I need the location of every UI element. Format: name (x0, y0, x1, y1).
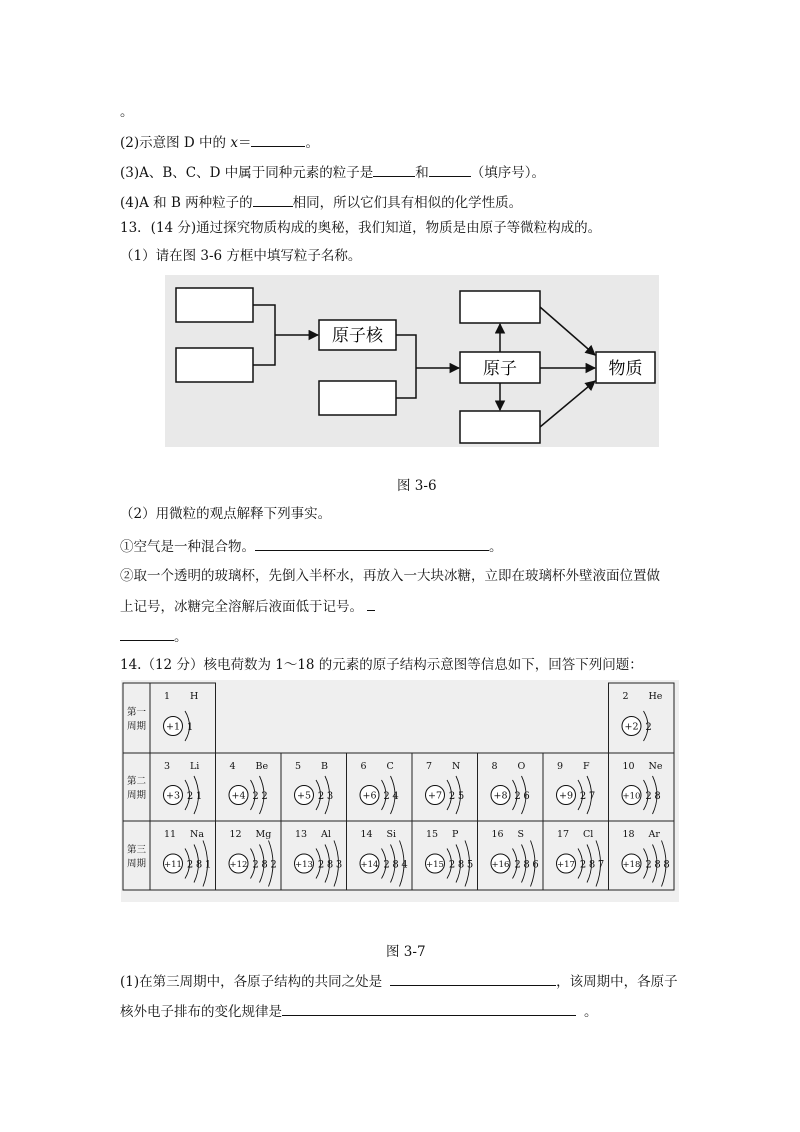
nuclear-charge: +6 (362, 790, 377, 802)
electron-count: 3 (326, 791, 334, 802)
q13-2a-answer-blank[interactable] (255, 537, 489, 551)
element-symbol: Cl (583, 829, 594, 840)
blank-box-ion[interactable] (460, 411, 540, 443)
electron-count: 8 (392, 859, 399, 871)
electron-count: 2 (252, 791, 259, 802)
electron-count: 2 (252, 859, 259, 871)
q14-1-text-2: 核外电子排布的变化规律是 (120, 1004, 282, 1020)
nuclear-charge: +12 (229, 860, 248, 870)
q13-2a-text: ①空气是一种混合物。 (120, 539, 255, 555)
nuclear-charge: +17 (557, 860, 575, 870)
figure-3-7-periodic-table (121, 680, 679, 902)
nucleus-label: 原子核 (332, 326, 383, 346)
q12-3-answer-blank-2[interactable] (429, 163, 471, 177)
electron-count: 2 (186, 791, 194, 802)
electron-count: 8 (588, 859, 596, 871)
blank-box-molecule[interactable] (460, 291, 540, 323)
q12-2-end: 。 (305, 135, 319, 151)
electron-count: 8 (654, 791, 661, 802)
electron-count: 1 (195, 791, 203, 802)
period-label: 周期 (126, 790, 147, 801)
electron-count: 4 (401, 859, 408, 871)
electron-count: 5 (466, 859, 474, 871)
nuclear-charge: +16 (491, 860, 510, 870)
q12-2-text: (2)示意图 D 中的 (120, 135, 227, 151)
nuclear-charge: +11 (164, 860, 182, 870)
electron-count: 7 (588, 791, 596, 802)
q12-2-answer-blank[interactable] (251, 133, 305, 147)
atomic-number: 5 (295, 761, 302, 772)
nuclear-charge: +14 (360, 860, 379, 870)
q13-2b-end: 。 (174, 629, 188, 645)
atomic-number: 8 (491, 761, 498, 772)
electron-count: 4 (392, 791, 399, 802)
electron-count: 8 (326, 859, 334, 871)
atomic-number: 6 (360, 761, 367, 772)
element-symbol: F (583, 761, 590, 772)
electron-count: 1 (186, 722, 194, 733)
electron-count: 2 (514, 791, 521, 802)
q14-1-text: (1)在第三周期中，各原子结构的共同之处是 (120, 974, 383, 990)
q12-4-end: 相同，所以它们具有相似的化学性质。 (292, 195, 523, 211)
matter-label: 物质 (608, 359, 643, 379)
element-symbol: P (452, 829, 459, 840)
atomic-number: 16 (491, 829, 504, 840)
electron-count: 3 (335, 859, 343, 871)
atomic-number: 14 (360, 829, 373, 840)
electron-count: 1 (204, 859, 212, 871)
nuclear-charge: +4 (231, 790, 246, 802)
q12-3-end: （填序号）。 (470, 165, 545, 181)
q13-2b-answer-blank[interactable] (120, 627, 174, 641)
atomic-number: 13 (295, 829, 308, 840)
q14-1-end: 。 (584, 1004, 598, 1020)
q12-part2 (120, 133, 319, 152)
q13-part2: （2）用微粒的观点解释下列事实。 (120, 506, 332, 522)
nuclear-charge: +15 (426, 860, 444, 870)
element-symbol: Li (190, 761, 200, 772)
electron-count: 6 (523, 791, 530, 802)
electron-count: 2 (383, 859, 390, 871)
element-symbol: Si (386, 829, 397, 840)
q12-3-text: (3)A、B、C、D 中属于同种元素的粒子是 (120, 165, 374, 181)
nuclear-charge: +9 (558, 790, 574, 802)
electron-count: 2 (448, 859, 456, 871)
q13-2b-answer-blank-start[interactable] (367, 597, 375, 611)
atomic-number: 12 (229, 829, 242, 840)
element-symbol: Al (321, 829, 331, 840)
electron-count: 2 (270, 859, 277, 871)
q12-2-equals: ＝ (237, 135, 252, 151)
electron-count: 8 (457, 859, 465, 871)
electron-count: 2 (186, 859, 194, 871)
electron-count: 2 (579, 791, 587, 802)
period-label: 周期 (126, 721, 147, 732)
q14-heading: 14.（12 分）核电荷数为 1～18 的元素的原子结构示意图等信息如下，回答下列问题： (120, 657, 643, 673)
q12-tail: 。 (120, 104, 134, 120)
blank-box-electron[interactable] (319, 381, 396, 415)
nuclear-charge: +3 (165, 790, 181, 802)
element-symbol: H (190, 691, 199, 702)
atomic-number: 10 (622, 761, 635, 772)
q14-part1-line2 (120, 1002, 598, 1021)
q13-part2b-line1: ②取一个透明的玻璃杯，先倒入半杯水，再放入一大块冰糖，立即在玻璃杯外壁液面位置做 (120, 568, 660, 584)
element-symbol: N (452, 761, 461, 772)
electron-count: 2 (261, 791, 268, 802)
nuclear-charge: +1 (165, 721, 181, 733)
electron-count: 2 (448, 791, 456, 802)
element-symbol: S (517, 829, 525, 840)
atomic-number: 17 (557, 829, 570, 840)
element-symbol: Be (255, 761, 269, 772)
q12-3-and: 和 (415, 165, 429, 181)
q13-2b-text: 上记号，冰糖完全溶解后液面低于记号。 (120, 599, 363, 615)
q12-4-answer-blank[interactable] (253, 193, 293, 207)
element-symbol: Ar (648, 829, 660, 840)
q13-heading: 13．(14 分)通过探究物质构成的奥秘，我们知道，物质是由原子等微粒构成的。 (120, 220, 602, 236)
electron-count: 8 (261, 859, 268, 871)
electron-count: 2 (645, 791, 652, 802)
atomic-number: 11 (164, 829, 177, 840)
q12-part3 (120, 163, 545, 182)
q14-part1-line1 (120, 972, 678, 991)
figure-3-7-caption: 图 3-7 (386, 944, 426, 960)
q14-1-answer-blank-1[interactable] (390, 972, 556, 986)
atomic-number: 3 (164, 761, 171, 772)
element-symbol: Ne (648, 761, 663, 772)
nuclear-charge: +13 (295, 860, 313, 870)
figure-3-6-caption: 图 3-6 (397, 478, 437, 494)
q13-part2a (120, 537, 503, 556)
electron-count: 8 (195, 859, 203, 871)
electron-count: 2 (514, 859, 521, 871)
figure-3-6 (165, 275, 659, 447)
atomic-number: 1 (164, 691, 171, 702)
electron-count: 8 (654, 859, 661, 871)
q12-3-answer-blank-1[interactable] (373, 163, 415, 177)
q13-part1: （1）请在图 3-6 方框中填写粒子名称。 (120, 248, 362, 264)
atomic-number: 7 (426, 761, 433, 772)
electron-count: 6 (532, 859, 539, 871)
blank-box-proton[interactable] (176, 288, 253, 322)
atomic-number: 4 (229, 761, 236, 772)
element-symbol: He (648, 691, 663, 702)
electron-count: 2 (645, 859, 652, 871)
electron-count: 2 (383, 791, 390, 802)
q12-part4 (120, 193, 522, 212)
electron-count: 5 (457, 791, 465, 802)
electron-count: 2 (579, 859, 587, 871)
period-label: 周期 (126, 858, 147, 870)
nuclear-charge: +10 (622, 791, 641, 802)
nuclear-charge: +5 (296, 790, 312, 802)
electron-count: 2 (317, 859, 325, 871)
nuclear-charge: +7 (427, 790, 443, 802)
q12-2-variable: x (230, 135, 238, 151)
period-label: 第三 (126, 844, 147, 856)
q13-part2b-line3 (120, 627, 188, 646)
blank-box-neutron[interactable] (176, 348, 253, 382)
atomic-number: 9 (557, 761, 564, 772)
electron-count: 8 (523, 859, 530, 871)
electron-count: 2 (645, 722, 652, 733)
period-label: 第一 (126, 707, 147, 718)
atomic-number: 2 (622, 691, 629, 702)
electron-count: 7 (597, 859, 605, 871)
element-symbol: Mg (255, 829, 272, 840)
q14-1-answer-blank-2[interactable] (282, 1002, 576, 1016)
atomic-number: 15 (426, 829, 439, 840)
element-symbol: B (321, 761, 328, 772)
atom-label: 原子 (483, 359, 517, 379)
element-symbol: Na (190, 829, 204, 840)
element-symbol: C (386, 761, 394, 772)
nuclear-charge: +2 (624, 721, 639, 733)
electron-count: 2 (317, 791, 325, 802)
period-label: 第二 (126, 776, 147, 787)
nuclear-charge: +18 (622, 860, 641, 870)
q12-4-text: (4)A 和 B 两种粒子的 (120, 195, 253, 211)
electron-count: 8 (663, 859, 670, 871)
atomic-number: 18 (622, 829, 635, 840)
nuclear-charge: +8 (493, 790, 508, 802)
element-symbol: O (517, 761, 526, 772)
q13-2a-end: 。 (489, 539, 503, 555)
q13-part2b-line2 (120, 597, 375, 616)
q14-1-mid: ，该周期中，各原子 (556, 974, 678, 990)
